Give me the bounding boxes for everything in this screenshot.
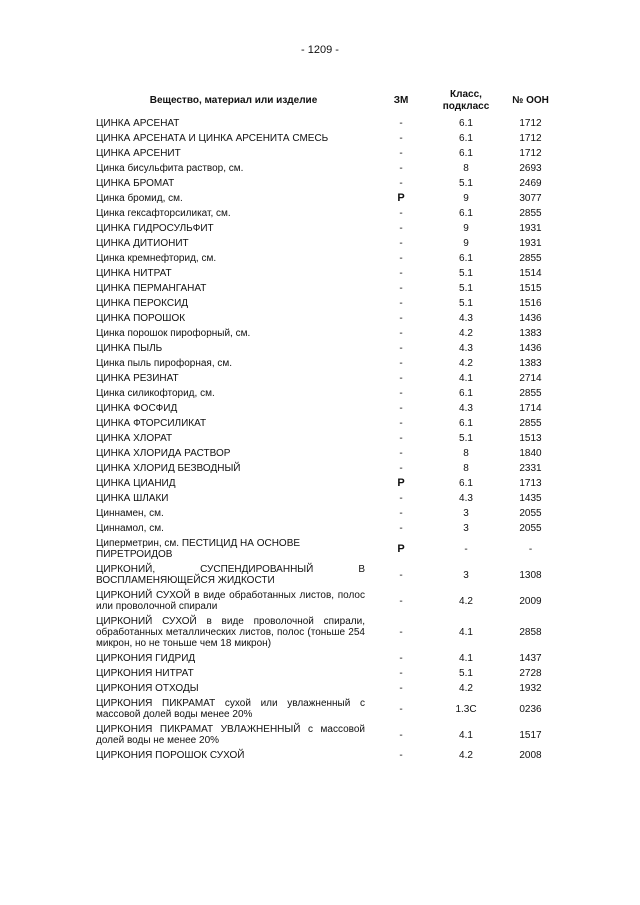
header-class-line2: подкласс bbox=[442, 101, 490, 112]
zm-mark: - bbox=[399, 373, 403, 384]
zm-mark: - bbox=[399, 253, 403, 264]
table-row bbox=[96, 296, 560, 311]
substance-name: ЦИРКОНИЯ ГИДРИД bbox=[96, 653, 196, 664]
class-value: 5.1 bbox=[459, 178, 473, 189]
class-value: - bbox=[464, 543, 468, 555]
class-value: 4.1 bbox=[459, 373, 473, 384]
zm-mark: - bbox=[399, 283, 403, 294]
substance-name: ЦИРКОНИЙ, СУСПЕНДИРОВАННЫЙ В ВОСПЛАМЕНЯЮЩЕЙСЯ ЖИДКОСТИ bbox=[96, 564, 365, 586]
class-value: 3 bbox=[463, 508, 469, 519]
zm-mark: - bbox=[399, 703, 403, 715]
zm-mark: - bbox=[399, 627, 403, 638]
substance-name: ЦИНКА ФТОРСИЛИКАТ bbox=[96, 418, 207, 429]
zm-mark: - bbox=[399, 313, 403, 324]
un-number: 2855 bbox=[519, 388, 542, 399]
un-number: 1931 bbox=[519, 223, 542, 234]
class-value: 1.3C bbox=[455, 703, 477, 715]
substance-name: ЦИРКОНИЙ СУХОЙ в виде проволочной спирали, обработанных металлических листов, полос (тоньше 254 микрон, но не тоньше чем 18 микрон) bbox=[96, 616, 365, 649]
un-number: 1517 bbox=[519, 729, 542, 741]
table-row bbox=[96, 221, 560, 236]
substance-name: ЦИРКОНИЙ СУХОЙ в виде обработанных листов, полос или проволочной спирали bbox=[96, 590, 365, 612]
table-row bbox=[96, 236, 560, 251]
class-value: 4.2 bbox=[459, 750, 473, 761]
un-number: 2009 bbox=[519, 595, 542, 607]
un-number: 1712 bbox=[519, 148, 542, 159]
table-row bbox=[96, 722, 560, 748]
class-value: 4.1 bbox=[459, 729, 473, 741]
table-row bbox=[96, 506, 560, 521]
table-row bbox=[96, 476, 560, 491]
table-row bbox=[96, 401, 560, 416]
substance-name: Цинка бисульфита раствор, см. bbox=[96, 163, 244, 174]
header-class-line1: Класс, bbox=[450, 89, 482, 100]
substance-name: ЦИНКА ШЛАКИ bbox=[96, 493, 169, 504]
zm-mark: - bbox=[399, 118, 403, 129]
zm-mark: - bbox=[399, 343, 403, 354]
un-number: 1932 bbox=[519, 683, 542, 694]
zm-mark: - bbox=[399, 178, 403, 189]
class-value: 6.1 bbox=[459, 208, 473, 219]
class-value: 5.1 bbox=[459, 283, 473, 294]
un-number: 2855 bbox=[519, 418, 542, 429]
substance-name: ЦИНКА ФОСФИД bbox=[96, 403, 178, 414]
un-number: 1514 bbox=[519, 268, 542, 279]
class-value: 5.1 bbox=[459, 298, 473, 309]
class-value: 5.1 bbox=[459, 433, 473, 444]
substance-name: ЦИНКА ХЛОРАТ bbox=[96, 433, 173, 444]
class-value: 6.1 bbox=[459, 148, 473, 159]
class-value: 6.1 bbox=[459, 388, 473, 399]
zm-mark: - bbox=[399, 653, 403, 664]
class-value: 3 bbox=[463, 523, 469, 534]
class-value: 9 bbox=[463, 223, 469, 234]
table-row bbox=[96, 266, 560, 281]
un-number: 1383 bbox=[519, 328, 542, 339]
un-number: 3077 bbox=[519, 193, 542, 204]
table-row bbox=[96, 206, 560, 221]
un-number: 1383 bbox=[519, 358, 542, 369]
un-number: 2331 bbox=[519, 463, 542, 474]
substance-name: ЦИНКА АРСЕНАТ bbox=[96, 118, 180, 129]
class-value: 6.1 bbox=[459, 418, 473, 429]
substance-name: ЦИРКОНИЯ ПОРОШОК СУХОЙ bbox=[96, 750, 245, 761]
class-value: 4.3 bbox=[459, 493, 473, 504]
zm-mark: - bbox=[399, 595, 403, 607]
table-row bbox=[96, 131, 560, 146]
substances-table bbox=[96, 86, 560, 763]
zm-mark: - bbox=[399, 268, 403, 279]
table-row bbox=[96, 161, 560, 176]
un-number: 2855 bbox=[519, 253, 542, 264]
substance-name: Циперметрин, см. ПЕСТИЦИД НА ОСНОВЕ ПИРЕТРОИДОВ bbox=[96, 538, 301, 560]
un-number: 1712 bbox=[519, 133, 542, 144]
class-value: 4.2 bbox=[459, 683, 473, 694]
zm-mark: - bbox=[399, 523, 403, 534]
table-row bbox=[96, 341, 560, 356]
un-number: 2714 bbox=[519, 373, 542, 384]
un-number: 2855 bbox=[519, 208, 542, 219]
un-number: 1712 bbox=[519, 118, 542, 129]
zm-mark: - bbox=[399, 729, 403, 741]
substance-name: Циннамен, см. bbox=[96, 508, 164, 519]
class-value: 8 bbox=[463, 163, 469, 174]
substance-name: ЦИНКА РЕЗИНАТ bbox=[96, 373, 179, 384]
substance-name: ЦИНКА ХЛОРИДА РАСТВОР bbox=[96, 448, 231, 459]
class-value: 5.1 bbox=[459, 668, 473, 679]
table-row bbox=[96, 191, 560, 206]
class-value: 8 bbox=[463, 463, 469, 474]
un-number: 2055 bbox=[519, 508, 542, 519]
un-number: 2693 bbox=[519, 163, 542, 174]
un-number: 1437 bbox=[519, 653, 542, 664]
table-row bbox=[96, 562, 560, 588]
zm-mark: Р bbox=[397, 542, 405, 555]
table-row bbox=[96, 371, 560, 386]
un-number: 1308 bbox=[519, 569, 542, 581]
table-row bbox=[96, 311, 560, 326]
substance-name: ЦИРКОНИЯ ОТХОДЫ bbox=[96, 683, 199, 694]
table-body bbox=[96, 116, 560, 763]
zm-mark: - bbox=[399, 403, 403, 414]
substance-name: Цинка силикофторид, см. bbox=[96, 388, 215, 399]
class-value: 3 bbox=[463, 569, 469, 581]
substance-name: ЦИНКА АРСЕНИТ bbox=[96, 148, 181, 159]
class-value: 8 bbox=[463, 448, 469, 459]
class-value: 9 bbox=[463, 193, 469, 204]
zm-mark: - bbox=[399, 433, 403, 444]
substance-name: ЦИРКОНИЯ НИТРАТ bbox=[96, 668, 194, 679]
un-number: 1436 bbox=[519, 343, 542, 354]
substance-name: ЦИРКОНИЯ ПИКРАМАТ УВЛАЖНЕННЫЙ с массовой долей воды не менее 20% bbox=[96, 724, 365, 746]
header-zm: ЗМ bbox=[393, 95, 409, 106]
table-row bbox=[96, 748, 560, 763]
class-value: 4.3 bbox=[459, 403, 473, 414]
un-number: 1713 bbox=[519, 478, 542, 489]
zm-mark: - bbox=[399, 508, 403, 519]
header-substance: Вещество, материал или изделие bbox=[149, 95, 318, 106]
substance-name: ЦИРКОНИЯ ПИКРАМАТ сухой или увлажненный с массовой долей воды менее 20% bbox=[96, 698, 365, 720]
table-row bbox=[96, 116, 560, 131]
substance-name: ЦИНКА БРОМАТ bbox=[96, 178, 175, 189]
header-un-number: № ООН bbox=[512, 95, 549, 106]
class-value: 4.1 bbox=[459, 653, 473, 664]
table-row bbox=[96, 446, 560, 461]
table-row bbox=[96, 326, 560, 341]
zm-mark: - bbox=[399, 569, 403, 581]
zm-mark: - bbox=[399, 388, 403, 399]
class-value: 6.1 bbox=[459, 118, 473, 129]
table-row bbox=[96, 614, 560, 651]
substance-name: ЦИНКА НИТРАТ bbox=[96, 268, 172, 279]
page-number: - 1209 - bbox=[301, 44, 339, 56]
un-number: 2858 bbox=[519, 627, 542, 638]
zm-mark: - bbox=[399, 463, 403, 474]
substance-name: ЦИНКА ПОРОШОК bbox=[96, 313, 186, 324]
zm-mark: - bbox=[399, 493, 403, 504]
zm-mark: - bbox=[399, 358, 403, 369]
class-value: 6.1 bbox=[459, 253, 473, 264]
un-number: 1436 bbox=[519, 313, 542, 324]
zm-mark: - bbox=[399, 448, 403, 459]
un-number: 2469 bbox=[519, 178, 542, 189]
table-row bbox=[96, 176, 560, 191]
substance-name: ЦИНКА ПЫЛЬ bbox=[96, 343, 163, 354]
substance-name: Цинка гексафторсиликат, см. bbox=[96, 208, 231, 219]
table-row bbox=[96, 416, 560, 431]
class-value: 4.2 bbox=[459, 328, 473, 339]
zm-mark: - bbox=[399, 418, 403, 429]
class-value: 6.1 bbox=[459, 133, 473, 144]
zm-mark: - bbox=[399, 148, 403, 159]
class-value: 4.3 bbox=[459, 313, 473, 324]
table-row bbox=[96, 536, 560, 562]
substance-name: ЦИНКА ДИТИОНИТ bbox=[96, 238, 189, 249]
header-class bbox=[431, 86, 501, 116]
table-row bbox=[96, 281, 560, 296]
substance-name: ЦИНКА ГИДРОСУЛЬФИТ bbox=[96, 223, 214, 234]
table-row bbox=[96, 431, 560, 446]
zm-mark: - bbox=[399, 750, 403, 761]
un-number: 1516 bbox=[519, 298, 542, 309]
substance-name: Цинка пыль пирофорная, см. bbox=[96, 358, 233, 369]
zm-mark: Р bbox=[397, 477, 405, 489]
zm-mark: - bbox=[399, 223, 403, 234]
zm-mark: - bbox=[399, 133, 403, 144]
zm-mark: - bbox=[399, 238, 403, 249]
un-number: 1931 bbox=[519, 238, 542, 249]
class-value: 5.1 bbox=[459, 268, 473, 279]
table-row bbox=[96, 696, 560, 722]
class-value: 4.2 bbox=[459, 595, 473, 607]
zm-mark: - bbox=[399, 298, 403, 309]
table-row bbox=[96, 461, 560, 476]
substance-name: ЦИНКА ХЛОРИД БЕЗВОДНЫЙ bbox=[96, 463, 241, 474]
table-row bbox=[96, 681, 560, 696]
table-row bbox=[96, 491, 560, 506]
table-row bbox=[96, 146, 560, 161]
class-value: 6.1 bbox=[459, 478, 473, 489]
zm-mark: - bbox=[399, 328, 403, 339]
table-row bbox=[96, 651, 560, 666]
un-number: 1840 bbox=[519, 448, 542, 459]
class-value: 9 bbox=[463, 238, 469, 249]
un-number: 1513 bbox=[519, 433, 542, 444]
table-row bbox=[96, 666, 560, 681]
un-number: 2055 bbox=[519, 523, 542, 534]
un-number: 1515 bbox=[519, 283, 542, 294]
class-value: 4.2 bbox=[459, 358, 473, 369]
table-row bbox=[96, 588, 560, 614]
zm-mark: Р bbox=[397, 192, 405, 204]
substance-name: Цинка бромид, см. bbox=[96, 193, 183, 204]
substance-name: ЦИНКА АРСЕНАТА И ЦИНКА АРСЕНИТА СМЕСЬ bbox=[96, 133, 329, 144]
un-number: 2008 bbox=[519, 750, 542, 761]
substance-name: Цинка кремнефторид, см. bbox=[96, 253, 217, 264]
zm-mark: - bbox=[399, 208, 403, 219]
substance-name: ЦИНКА ЦИАНИД bbox=[96, 478, 176, 489]
substance-name: Циннамол, см. bbox=[96, 523, 164, 534]
class-value: 4.3 bbox=[459, 343, 473, 354]
zm-mark: - bbox=[399, 163, 403, 174]
zm-mark: - bbox=[399, 668, 403, 679]
zm-mark: - bbox=[399, 683, 403, 694]
substance-name: ЦИНКА ПЕРМАНГАНАТ bbox=[96, 283, 207, 294]
substance-name: ЦИНКА ПЕРОКСИД bbox=[96, 298, 189, 309]
table-row bbox=[96, 251, 560, 266]
substance-name: Цинка порошок пирофорный, см. bbox=[96, 328, 251, 339]
table-header-row bbox=[96, 86, 560, 116]
table-row bbox=[96, 386, 560, 401]
un-number: 2728 bbox=[519, 668, 542, 679]
class-value: 4.1 bbox=[459, 627, 473, 638]
un-number: 0236 bbox=[519, 703, 542, 715]
un-number: 1435 bbox=[519, 493, 542, 504]
table-row bbox=[96, 356, 560, 371]
table-row bbox=[96, 521, 560, 536]
un-number: - bbox=[528, 543, 533, 555]
un-number: 1714 bbox=[519, 403, 542, 414]
